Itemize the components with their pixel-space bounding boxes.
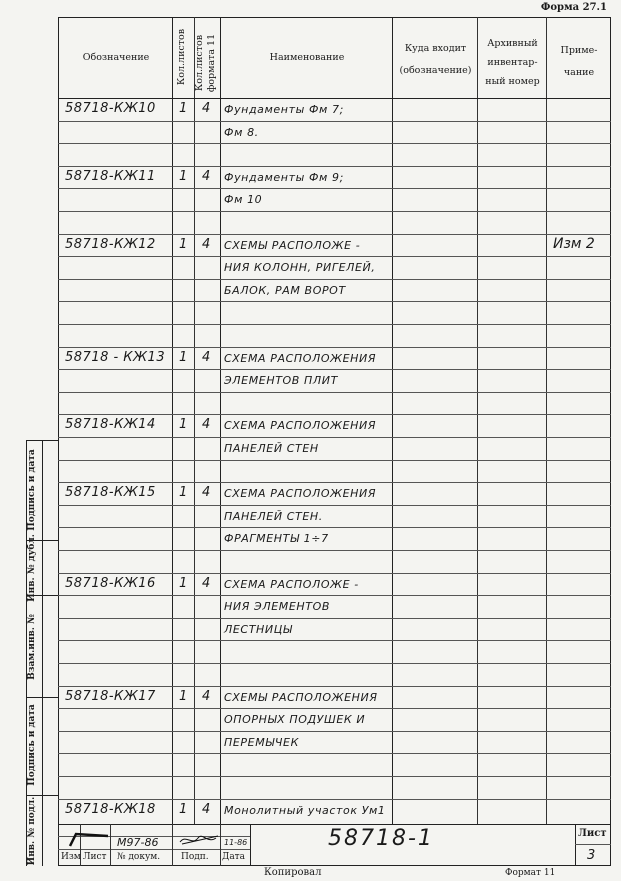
row-line (58, 799, 611, 800)
col-line (546, 17, 547, 824)
entry-name-line: СХЕМА РАСПОЛОЖЕ - (224, 577, 359, 591)
row-line (58, 460, 611, 461)
entry-count: 1 (179, 236, 188, 252)
tb-col-izm: Изм (61, 852, 81, 862)
entry-count: 1 (179, 417, 188, 433)
entry-code: 58718-КЖ16 (65, 575, 156, 591)
header-note: Приме-чание (560, 45, 598, 78)
header-archive: Архивный инвентар-ный номер (485, 38, 540, 87)
row-line (58, 640, 611, 641)
entry-name-line: Фундаменты Фм 9; (224, 170, 344, 184)
entry-name-line: Фундаменты Фм 7; (224, 103, 344, 116)
entry-code: 58718 - КЖ13 (65, 349, 166, 365)
entry-code: 58718-КЖ12 (65, 236, 156, 252)
tb-col-doc: № докум. (117, 852, 161, 862)
entry-count: 1 (179, 101, 188, 116)
entry-format: 4 (202, 417, 211, 433)
col-line (220, 17, 221, 824)
entry-count: 1 (179, 349, 188, 365)
tb-sheet-label: Лист (578, 828, 607, 839)
row-line (58, 527, 611, 528)
row-line (58, 731, 611, 732)
main-frame (58, 17, 611, 866)
title-block-mid (58, 849, 250, 850)
footer-format: Формат 11 (505, 868, 556, 878)
entry-code: 58718-КЖ10 (65, 101, 156, 116)
tb-izm-mark (70, 834, 108, 846)
row-line (58, 505, 611, 506)
header-rule (58, 98, 611, 99)
tb-col-date: Дата (222, 852, 246, 862)
header-sheets-format (194, 23, 220, 103)
sidebar-inner-line (42, 440, 43, 866)
form-label: Форма 27.1 (540, 2, 607, 13)
entry-code: 58718-КЖ11 (65, 168, 156, 184)
col-line (172, 17, 173, 824)
header-sheets-count: Кол.листов (176, 28, 187, 86)
entry-name-line: ПЕРЕМЫЧЕК (224, 735, 299, 749)
row-line (58, 143, 611, 144)
entry-name-line: ЛЕСТНИЦЫ (224, 622, 293, 636)
entry-name-line: Фм 10 (224, 193, 263, 207)
tb-sheet-no: 3 (587, 848, 596, 863)
title-block-sheet-rule (575, 844, 611, 845)
entry-count: 1 (179, 801, 188, 817)
entry-name-line: НИЯ КОЛОНН, РИГЕЛЕЙ, (224, 261, 376, 275)
col-line (194, 17, 195, 824)
row-line (58, 392, 611, 393)
row-line (58, 324, 611, 325)
row-line (58, 279, 611, 280)
row-line (58, 234, 611, 235)
row-line (58, 550, 611, 551)
entry-name-line: СХЕМЫ РАСПОЛОЖЕНИЯ (224, 690, 378, 704)
sidebar-sign-date-bottom: Подпись и дата (27, 704, 37, 786)
entry-name-line: СХЕМЫ РАСПОЛОЖЕ - (224, 238, 361, 252)
title-block-col (250, 824, 251, 866)
row-line (58, 573, 611, 574)
col-line (392, 17, 393, 824)
sidebar-orig-inv: Инв. № подл. (27, 796, 37, 866)
entry-format: 4 (202, 168, 211, 184)
header-designation: Обозначение (82, 52, 150, 63)
entry-name-line: Монолитный участок Ум1 (224, 803, 386, 817)
entry-name-line: ФРАГМЕНТЫ 1÷7 (224, 532, 329, 546)
tb-doc-no: М97-86 (117, 836, 159, 849)
title-block-top (58, 824, 611, 825)
entry-count: 1 (179, 168, 188, 184)
row-line (58, 618, 611, 619)
entry-format: 4 (202, 801, 211, 817)
entry-code: 58718-КЖ18 (65, 801, 156, 817)
entry-code: 58718-КЖ17 (65, 688, 156, 704)
entry-name-line: Фм 8. (224, 125, 259, 139)
row-line (58, 301, 611, 302)
entry-name-line: СХЕМА РАСПОЛОЖЕНИЯ (224, 419, 377, 433)
entry-name-line: СХЕМА РАСПОЛОЖЕНИЯ (224, 487, 377, 501)
header-where-used: Куда входит (обозначение) (399, 43, 472, 76)
entry-count: 1 (179, 485, 188, 501)
row-line (58, 256, 611, 257)
entry-format: 4 (202, 349, 211, 365)
row-line (58, 663, 611, 664)
row-line (58, 369, 611, 370)
entry-format: 4 (202, 485, 211, 501)
entry-name-line: СХЕМА РАСПОЛОЖЕНИЯ (224, 351, 377, 365)
tb-col-list: Лист (83, 852, 107, 862)
entry-format: 4 (202, 688, 211, 704)
row-line (58, 686, 611, 687)
row-line (58, 347, 611, 348)
row-line (58, 414, 611, 415)
entry-count: 1 (179, 575, 188, 591)
entry-code: 58718-КЖ14 (65, 417, 156, 433)
entry-note: Изм 2 (553, 235, 595, 252)
tb-date: 11-86 (224, 838, 248, 847)
title-block-col (575, 824, 576, 866)
col-line (477, 17, 478, 824)
entry-count: 1 (179, 688, 188, 704)
sidebar-replace-inv: Взам.инв. № (27, 614, 37, 680)
entry-name-line: ОПОРНЫХ ПОДУШЕК И (224, 713, 366, 727)
entry-code: 58718-КЖ15 (65, 485, 156, 501)
entry-name-line: БАЛОК, РАМ ВОРОТ (224, 283, 346, 297)
entry-name-line: НИЯ ЭЛЕМЕНТОВ (224, 600, 330, 614)
row-line (58, 753, 611, 754)
row-line (58, 166, 611, 167)
header-name: Наименование (269, 52, 345, 63)
entry-name-line: ПАНЕЛЕЙ СТЕН (224, 442, 319, 455)
row-line (58, 437, 611, 438)
tb-col-sign: Подп. (181, 852, 209, 862)
entry-name-line: ЭЛЕМЕНТОВ ПЛИТ (224, 374, 338, 388)
tb-signature (180, 836, 218, 844)
row-line (58, 595, 611, 596)
tb-drawing-code: 58718-1 (328, 826, 434, 851)
row-line (58, 211, 611, 212)
row-line (58, 188, 611, 189)
entry-format: 4 (202, 236, 211, 252)
entry-name-line: ПАНЕЛЕЙ СТЕН. (224, 509, 323, 523)
row-line (58, 708, 611, 709)
header-sheets-format-text: Кол.листов формата 11 (194, 33, 217, 93)
row-line (58, 121, 611, 122)
sidebar-sign-date-top: Подпись и дата (27, 449, 37, 531)
sidebar-dup-inv: Инв. № дубл. (27, 534, 37, 602)
row-line (58, 776, 611, 777)
tb-marks (60, 826, 250, 848)
entry-format: 4 (202, 575, 211, 591)
footer-copied: Копировал (264, 867, 322, 878)
row-line (58, 482, 611, 483)
entry-format: 4 (202, 101, 211, 116)
